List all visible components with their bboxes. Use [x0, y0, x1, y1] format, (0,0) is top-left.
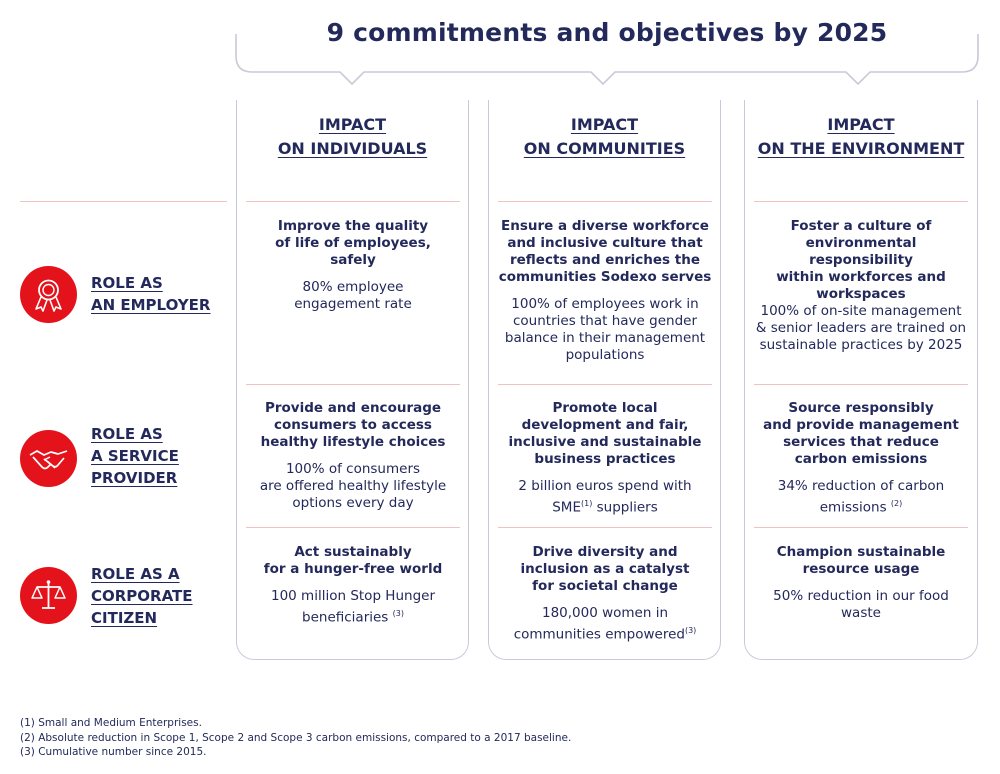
title-bracket: [0, 0, 1000, 100]
kpi-text: 50% reduction in our food waste: [773, 588, 949, 621]
award-ribbon-icon: [20, 266, 77, 323]
column-header-communities: IMPACT ON COMMUNITIES: [523, 115, 686, 158]
page-title: 9 commitments and objectives by 2025: [326, 18, 888, 47]
commitment-cell: [498, 544, 712, 644]
objective-text: Provide and encourage consumers to access healthy lifestyle choices: [260, 400, 446, 450]
commitment-cell: [246, 544, 460, 627]
role-label-corporate-citizen: ROLE AS A CORPORATE CITIZEN: [91, 565, 193, 627]
footnote: (1) Small and Medium Enterprises.: [20, 717, 202, 729]
footnote-ref: (1): [580, 499, 593, 508]
kpi-text: 80% employee engagement rate: [294, 279, 412, 312]
commitment-cell: [754, 218, 968, 354]
commitment-cell: [498, 218, 712, 364]
footnote-ref: (2): [890, 499, 903, 508]
objective-text: Source responsibly and provide management services that reduce carbon emissions: [763, 400, 959, 467]
handshake-icon: [20, 430, 77, 487]
row-divider: [246, 201, 460, 202]
footnotes: [20, 716, 571, 760]
kpi-text: 100 million Stop Hunger beneficiaries $^{(3)}$: [271, 588, 435, 626]
row-divider: [246, 527, 460, 528]
kpi-text: 2 billion euros spend with SME$^{(1)}$ suppliers: [518, 478, 692, 516]
kpi-text: 100% of on-site management & senior leaders are trained on sustainable practices by 2025: [755, 303, 967, 353]
row-divider: [498, 201, 712, 202]
row-divider: [498, 527, 712, 528]
row-divider: [498, 384, 712, 385]
row-divider: [754, 201, 968, 202]
kpi-text: 180,000 women in communities empowered$^{(3)}$: [513, 605, 697, 643]
kpi-text: 34% reduction of carbon emissions $^{(2)}$: [777, 478, 945, 516]
row-divider: [754, 527, 968, 528]
footnote-ref: (3): [392, 609, 404, 618]
objective-text: Act sustainably for a hunger-free world: [263, 544, 443, 577]
column-header-environment: IMPACT ON THE ENVIRONMENT: [757, 115, 965, 158]
commitment-cell: [754, 544, 968, 622]
footnote: (2) Absolute reduction in Scope 1, Scope 2 and Scope 3 carbon emissions, compared to a 2017 baseline.: [20, 731, 572, 744]
role-label-service-provider: ROLE AS A SERVICE PROVIDER: [91, 425, 179, 487]
objective-text: Foster a culture of environmental responsibility within workforces and workspaces: [776, 218, 946, 302]
objective-text: Ensure a diverse workforce and inclusive culture that reflects and enriches the communities Sodexo serves: [498, 218, 712, 285]
scales-icon: [20, 567, 77, 624]
objective-text: Promote local development and fair, inclusive and sustainable business practices: [508, 400, 702, 467]
role-label-employer: ROLE AS AN EMPLOYER: [91, 274, 211, 314]
commitment-cell: [498, 400, 712, 517]
footnote-ref: (3): [684, 626, 697, 635]
objective-text: Champion sustainable resource usage: [776, 544, 946, 577]
commitment-cell: [246, 400, 460, 512]
footnote: (3) Cumulative number since 2015.: [20, 746, 207, 758]
row-divider: [20, 201, 227, 202]
row-divider: [246, 384, 460, 385]
kpi-text: 100% of consumers are offered healthy lifestyle options every day: [259, 461, 447, 511]
objective-text: Drive diversity and inclusion as a catalyst for societal change: [520, 544, 690, 594]
commitment-cell: [246, 218, 460, 313]
kpi-text: 100% of employees work in countries that have gender balance in their management populations: [504, 296, 706, 363]
column-header-individuals: IMPACT ON INDIVIDUALS: [277, 115, 428, 158]
objective-text: Improve the quality of life of employees, safely: [275, 218, 431, 268]
commitment-cell: [754, 400, 968, 517]
row-divider: [754, 384, 968, 385]
